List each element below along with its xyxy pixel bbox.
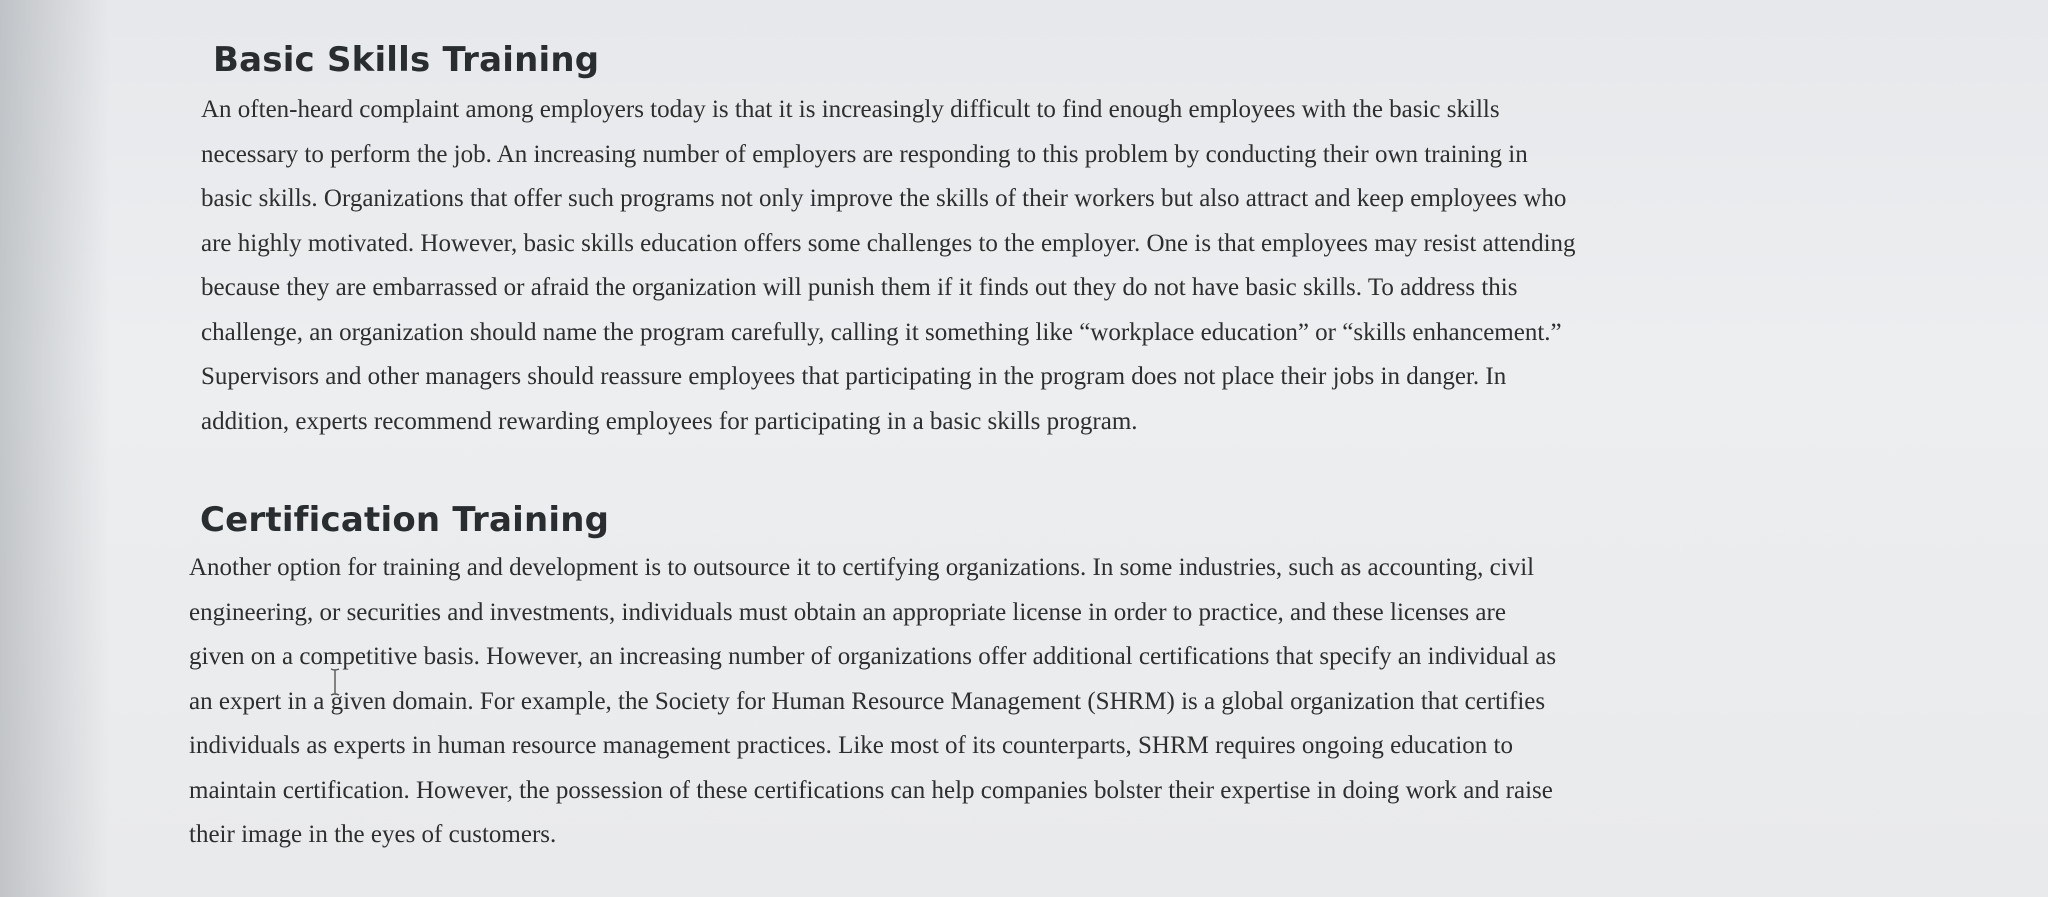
- paragraph-line: maintain certification. However, the possession of these certifications can help companies bolster their expertise in doing work and raise: [189, 776, 1553, 804]
- paragraph-line: an expert in a given domain. For example, the Society for Human Resource Management (SHRM) is a global organization that certifies: [189, 687, 1546, 715]
- paragraph-line: basic skills. Organizations that offer such programs not only improve the skills of their workers but also attract and keep employees who: [201, 185, 1567, 212]
- paragraph-line: their image in the eyes of customers.: [189, 821, 557, 848]
- paragraph-line: engineering, or securities and investments, individuals must obtain an appropriate license in order to practice, and these licenses are: [189, 598, 1506, 626]
- paragraph-line: because they are embarrassed or afraid the organization will punish them if it finds out they do not have basic skills. To address this: [201, 274, 1518, 301]
- section-paragraph: [201, 88, 1576, 444]
- paragraph-line: are highly motivated. However, basic skills education offers some challenges to the employer. One is that employees may resist attending: [201, 229, 1576, 257]
- paragraph-line: challenge, an organization should name the program carefully, calling it something like “workplace education” or “skills enhancement.”: [201, 318, 1562, 346]
- section-certification-training: [189, 500, 1567, 858]
- paragraph-line: necessary to perform the job. An increasing number of employers are responding to this problem by conducting their own training in: [201, 140, 1528, 168]
- section-basic-skills-training: [201, 40, 1588, 444]
- text-cursor-icon: [330, 668, 340, 696]
- section-title: Certification Training: [200, 500, 610, 540]
- paragraph-line: individuals as experts in human resource management practices. Like most of its counterparts, SHRM requires ongoing education to: [189, 732, 1513, 759]
- paragraph-line: Another option for training and development is to outsource it to certifying organizations. In some industries, such as accounting, civil: [189, 554, 1535, 581]
- paragraph-line: addition, experts recommend rewarding employees for participating in a basic skills program.: [201, 407, 1138, 435]
- section-title: Basic Skills Training: [213, 40, 600, 80]
- paragraph-line: An often-heard complaint among employers today is that it is increasingly difficult to find enough employees with the basic skills: [201, 96, 1500, 123]
- screen-edge-shadow: [0, 0, 110, 897]
- paragraph-line: Supervisors and other managers should reassure employees that participating in the program does not place their jobs in danger. In: [201, 363, 1507, 390]
- paragraph-line: given on a competitive basis. However, an increasing number of organizations offer additional certifications that specify an individual as: [189, 643, 1557, 670]
- section-paragraph: [189, 546, 1556, 858]
